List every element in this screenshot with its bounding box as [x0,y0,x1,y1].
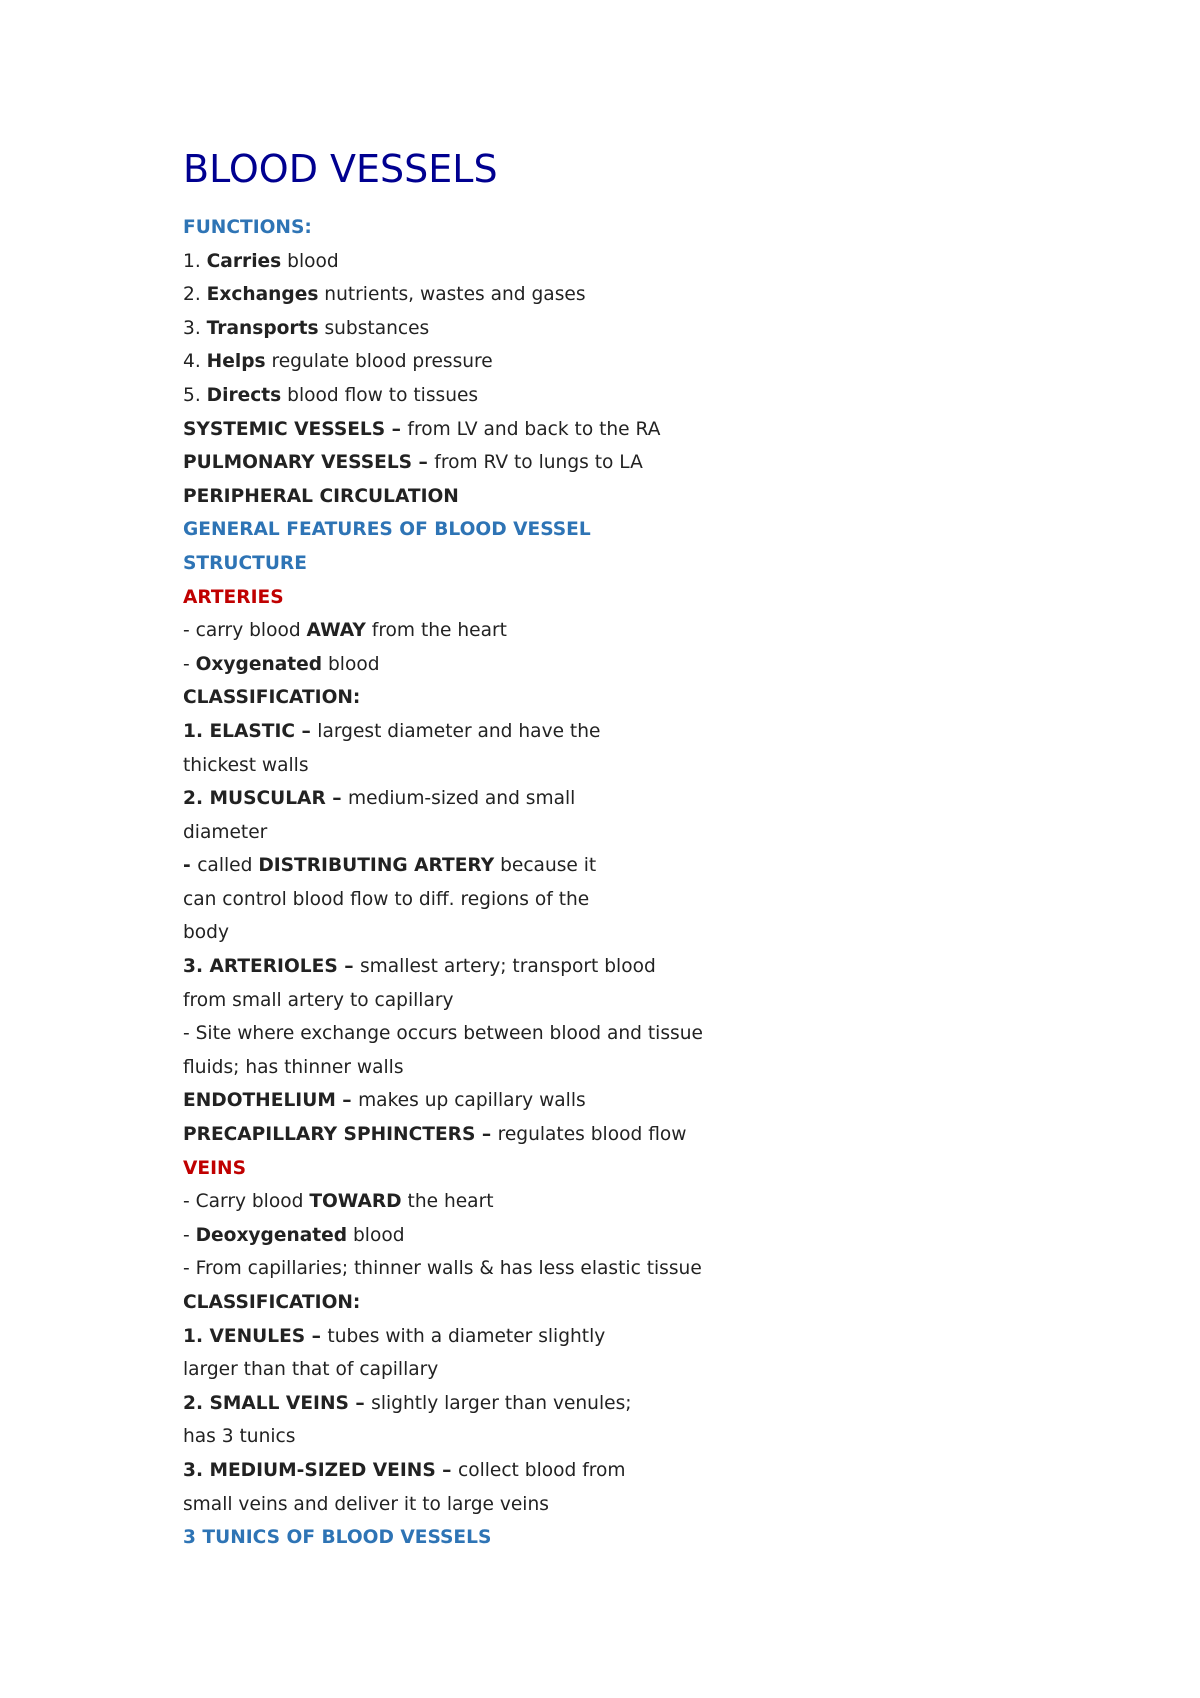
body-text: from small artery to capillary [183,989,454,1011]
bold-term: 3. ARTERIOLES – [183,956,360,978]
body-text: smallest artery; transport blood [359,956,656,978]
body-text: 4. [183,351,207,373]
text-line [183,1152,703,1186]
bold-term: Carries [206,250,282,272]
body-text: blood [322,653,380,675]
text-line [183,312,703,346]
body-text: from RV to lungs to LA [434,452,643,474]
text-line [183,816,703,850]
body-text: nutrients, wastes and gases [318,284,586,306]
bold-term: PERIPHERAL CIRCULATION [183,485,459,507]
body-text: larger than that of capillary [183,1359,439,1381]
text-line [183,379,703,413]
text-line [183,1488,703,1522]
body-text: blood flow to tissues [281,384,479,406]
body-text: largest diameter and have the [317,720,601,742]
text-line [183,446,703,480]
body-text: body [183,922,229,944]
bold-term: 3. MEDIUM-SIZED VEINS – [183,1459,458,1481]
bold-term: CLASSIFICATION: [183,687,361,709]
text-line [183,916,703,950]
text-line [183,245,703,279]
text-line [183,950,703,984]
body-text: blood [347,1224,405,1246]
text-line [183,413,703,447]
subsection-heading: VEINS [183,1157,246,1179]
text-line [183,480,703,514]
body-text: because it [494,855,597,877]
bold-term: PULMONARY VESSELS – [183,452,435,474]
text-line [183,1420,703,1454]
text-line [183,1084,703,1118]
text-line [183,648,703,682]
text-line [183,1219,703,1253]
body-text: fluids; has thinner walls [183,1056,404,1078]
text-line [183,278,703,312]
body-text: - [183,1224,196,1246]
bold-term: ENDOTHELIUM – [183,1090,359,1112]
text-line [183,614,703,648]
text-line [183,513,703,547]
body-text: collect blood from [457,1459,626,1481]
section-heading: STRUCTURE [183,552,307,574]
bold-term: 1. VENULES – [183,1325,328,1347]
body-text: - From capillaries; thinner walls & has less elastic tissue [183,1258,702,1280]
bold-term: Transports [206,317,319,339]
text-line [183,1320,703,1354]
text-line [183,749,703,783]
body-text: 1. [183,250,207,272]
body-text: from LV and back to the RA [407,418,661,440]
bold-term: 1. ELASTIC – [183,720,318,742]
text-line [183,1286,703,1320]
text-line [183,1387,703,1421]
body-text: diameter [183,821,268,843]
body-text: regulates blood flow [497,1124,687,1146]
bold-term: DISTRIBUTING ARTERY [258,855,495,877]
text-line [183,883,703,917]
text-line [183,1353,703,1387]
body-text: blood [281,250,339,272]
section-heading: FUNCTIONS: [183,217,312,238]
body-text: can control blood flow to diff. regions of the [183,888,590,910]
bold-term: Helps [206,351,266,373]
body-text: has 3 tunics [183,1426,296,1448]
body-text: thickest walls [183,754,309,776]
text-line [183,1051,703,1085]
body-text: called [197,855,259,877]
body-text: tubes with a diameter slightly [327,1325,606,1347]
body-text: - Site where exchange occurs between blood and tissue [183,1023,703,1045]
text-line [183,715,703,749]
body-text: makes up capillary walls [358,1090,586,1112]
body-text: small veins and deliver it to large veins [183,1493,549,1515]
text-line [183,1118,703,1152]
body-text: - [183,653,196,675]
body-text: 5. [183,384,207,406]
bold-term: Oxygenated [195,653,323,675]
body-text: 2. [183,284,207,306]
bold-term: SYSTEMIC VESSELS – [183,418,408,440]
text-line [183,345,703,379]
body-text: the heart [401,1191,494,1213]
body-text: - carry blood [183,620,307,642]
body-text: substances [318,317,430,339]
body-text: medium-sized and small [348,788,576,810]
bold-term: AWAY [306,620,366,642]
bold-term: Deoxygenated [195,1224,348,1246]
page-title: BLOOD VESSELS [183,147,498,191]
text-line [183,581,703,615]
bold-term: - [183,855,198,877]
bold-term: 2. SMALL VEINS – [183,1392,372,1414]
subsection-heading: ARTERIES [183,586,284,608]
body-text: regulate blood pressure [265,351,493,373]
body-text: - Carry blood [183,1191,310,1213]
body-text: from the heart [365,620,507,642]
bold-term: CLASSIFICATION: [183,1292,361,1313]
body-text: 3. [183,317,207,339]
body-text: slightly larger than venules; [371,1392,632,1414]
section-heading: GENERAL FEATURES OF BLOOD VESSEL [183,519,591,541]
text-line [183,849,703,883]
text-line [183,1017,703,1051]
text-line [183,211,703,245]
bold-term: 2. MUSCULAR – [183,788,349,810]
text-line [183,547,703,581]
bold-term: Exchanges [206,284,319,306]
text-line [183,1252,703,1286]
bold-term: PRECAPILLARY SPHINCTERS – [183,1124,498,1146]
bold-term: Directs [206,384,282,406]
section-heading: 3 TUNICS OF BLOOD VESSELS [183,1527,492,1549]
document-body [183,211,703,1555]
text-line [183,1454,703,1488]
text-line [183,1185,703,1219]
text-line [183,681,703,715]
text-line [183,984,703,1018]
text-line [183,782,703,816]
text-line [183,1521,703,1555]
bold-term: TOWARD [309,1191,402,1213]
